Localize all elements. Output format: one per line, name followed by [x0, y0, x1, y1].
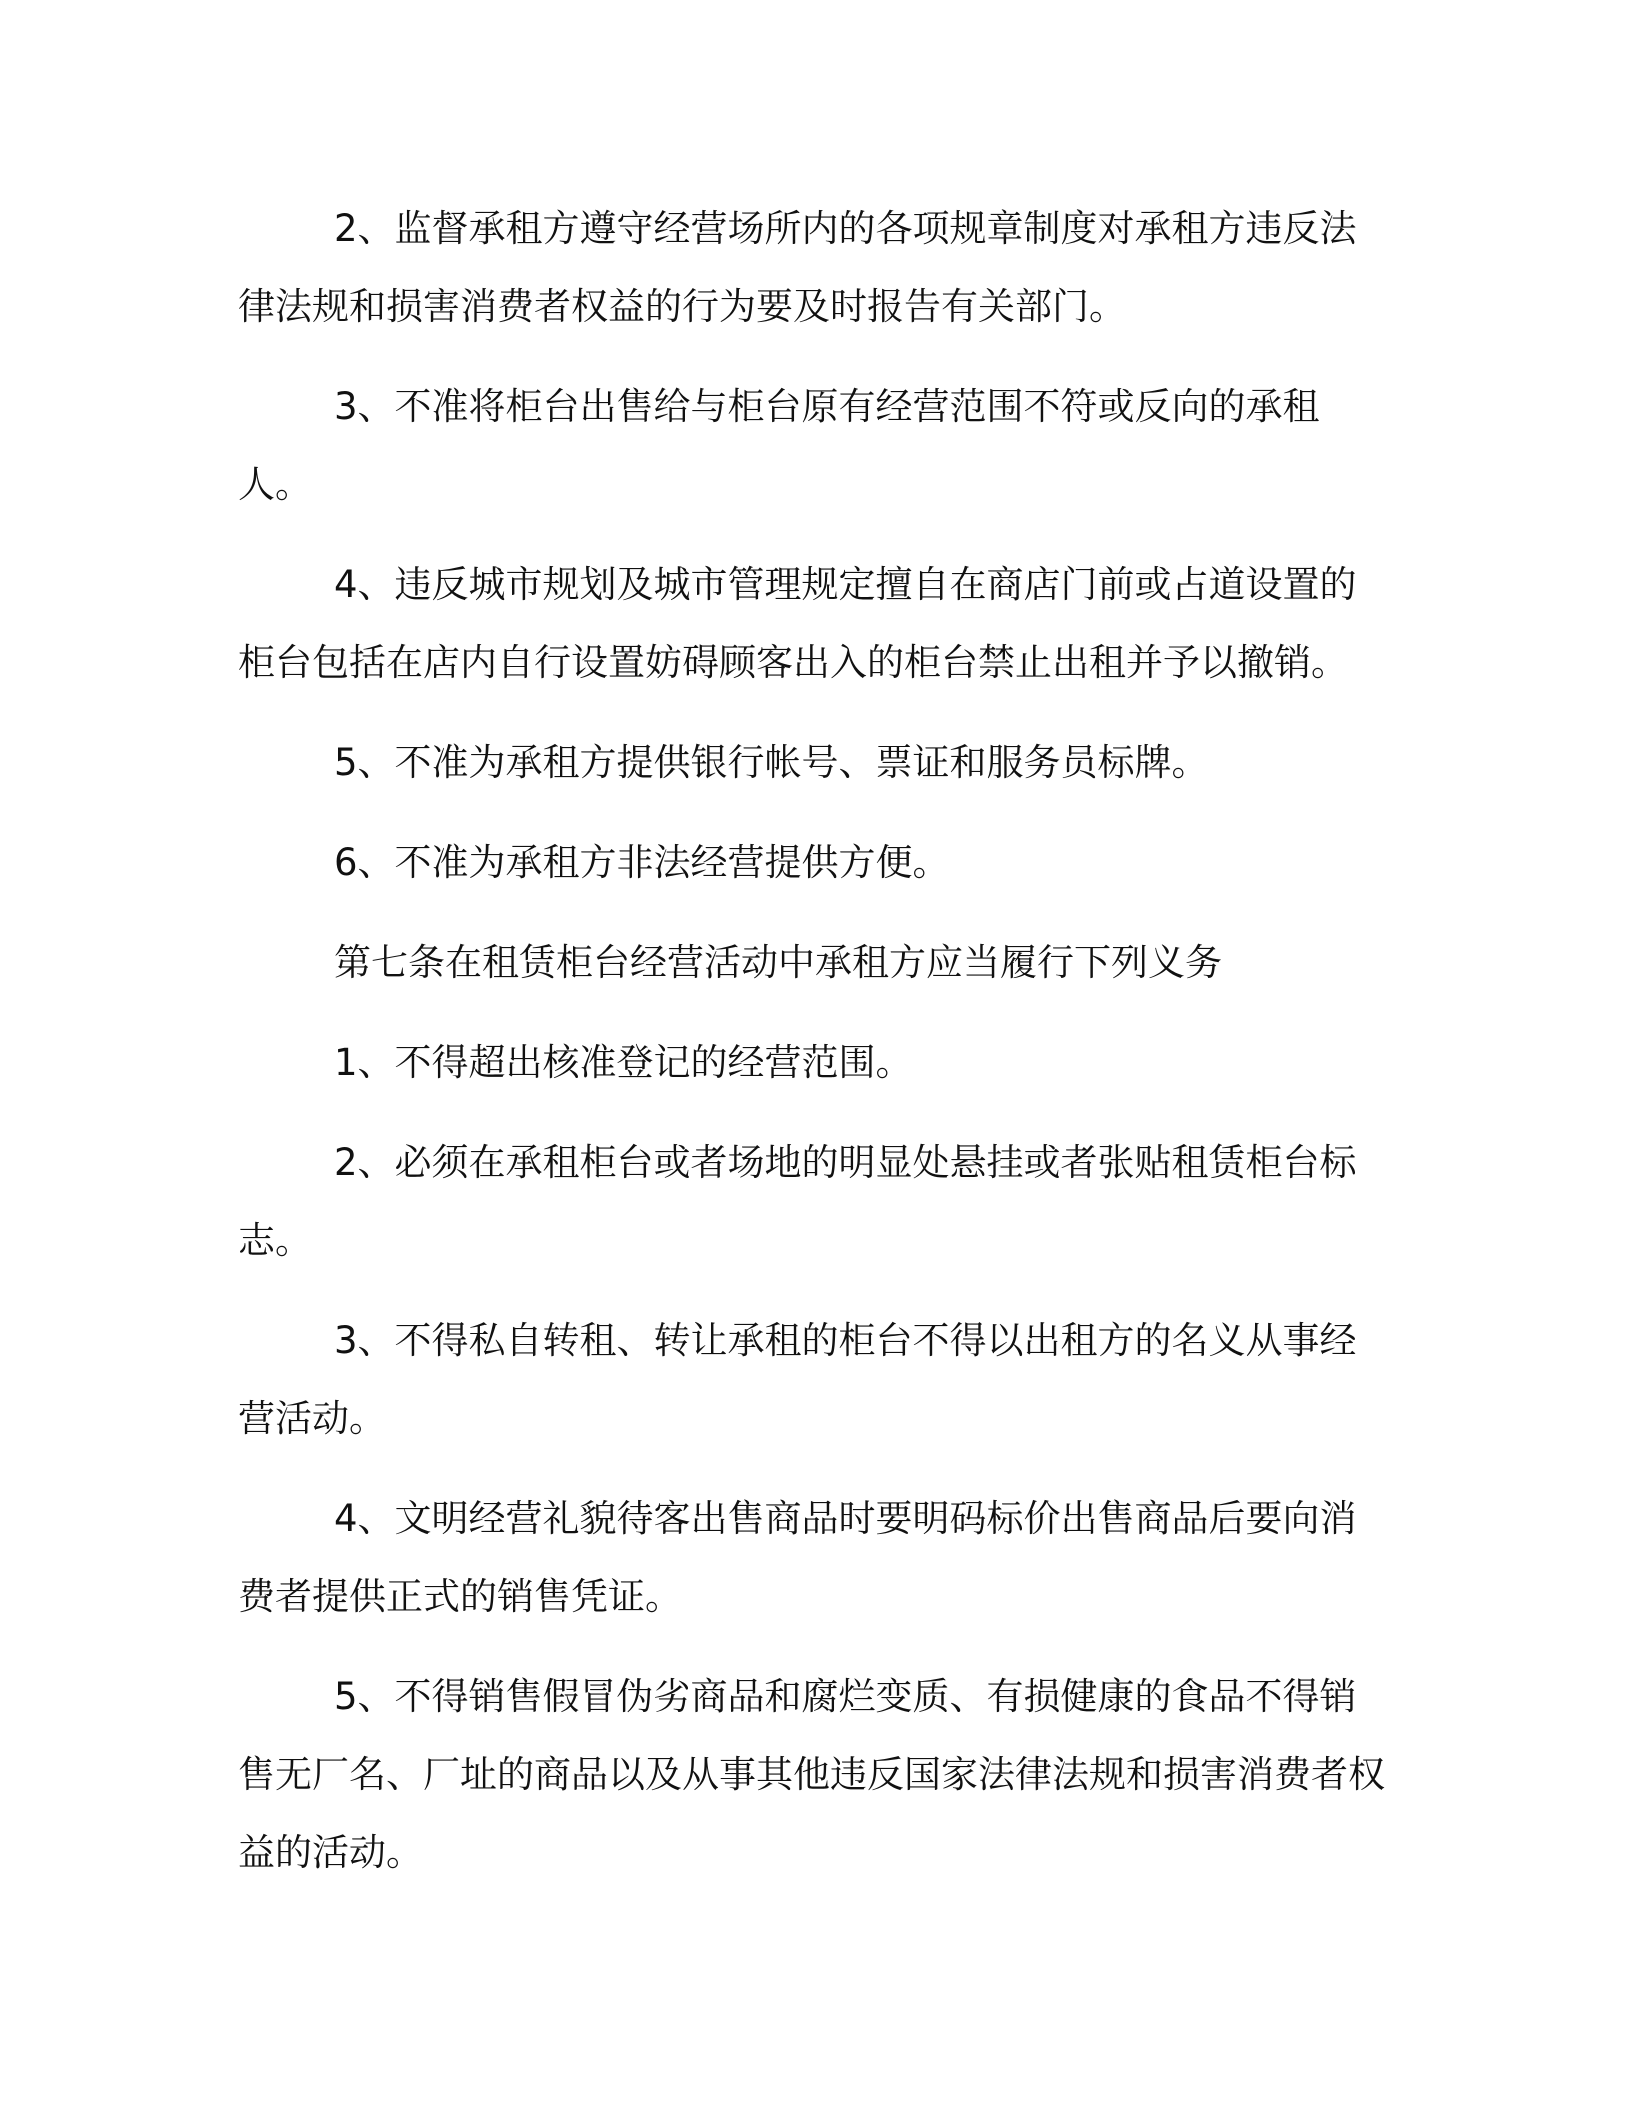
- document-body: [238, 190, 1388, 1914]
- paragraph-duty-2-sign: 2、必须在承租柜台或者场地的明显处悬挂或者张贴租赁柜台标志。: [238, 1141, 1357, 1262]
- paragraph-clause-3-no-sale: 3、不准将柜台出售给与柜台原有经营范围不符或反向的承租人。: [238, 385, 1320, 506]
- paragraph-clause-4-violation: 4、违反城市规划及城市管理规定擅自在商店门前或占道设置的柜台包括在店内自行设置妨碍顾客出入的柜台禁止出租并予以撤销。: [238, 563, 1357, 684]
- paragraph-clause-5-no-bank-account: 5、不准为承租方提供银行帐号、票证和服务员标牌。: [334, 741, 1209, 784]
- paragraph-duty-4-civil-business: 4、文明经营礼貌待客出售商品时要明码标价出售商品后要向消费者提供正式的销售凭证。: [238, 1497, 1357, 1618]
- paragraph-clause-2-supervise: 2、监督承租方遵守经营场所内的各项规章制度对承租方违反法律法规和损害消费者权益的行为要及时报告有关部门。: [238, 207, 1357, 328]
- paragraph-duty-5-no-counterfeit: 5、不得销售假冒伪劣商品和腐烂变质、有损健康的食品不得销售无厂名、厂址的商品以及从事其他违反国家法律法规和损害消费者权益的活动。: [238, 1675, 1385, 1874]
- paragraph-duty-3-no-sublet: 3、不得私自转租、转让承租的柜台不得以出租方的名义从事经营活动。: [238, 1319, 1357, 1440]
- paragraph-clause-6-no-convenience: 6、不准为承租方非法经营提供方便。: [334, 841, 950, 884]
- paragraph-duty-1-scope: 1、不得超出核准登记的经营范围。: [334, 1041, 913, 1084]
- paragraph-article-7-heading: 第七条在租赁柜台经营活动中承租方应当履行下列义务: [334, 941, 1222, 984]
